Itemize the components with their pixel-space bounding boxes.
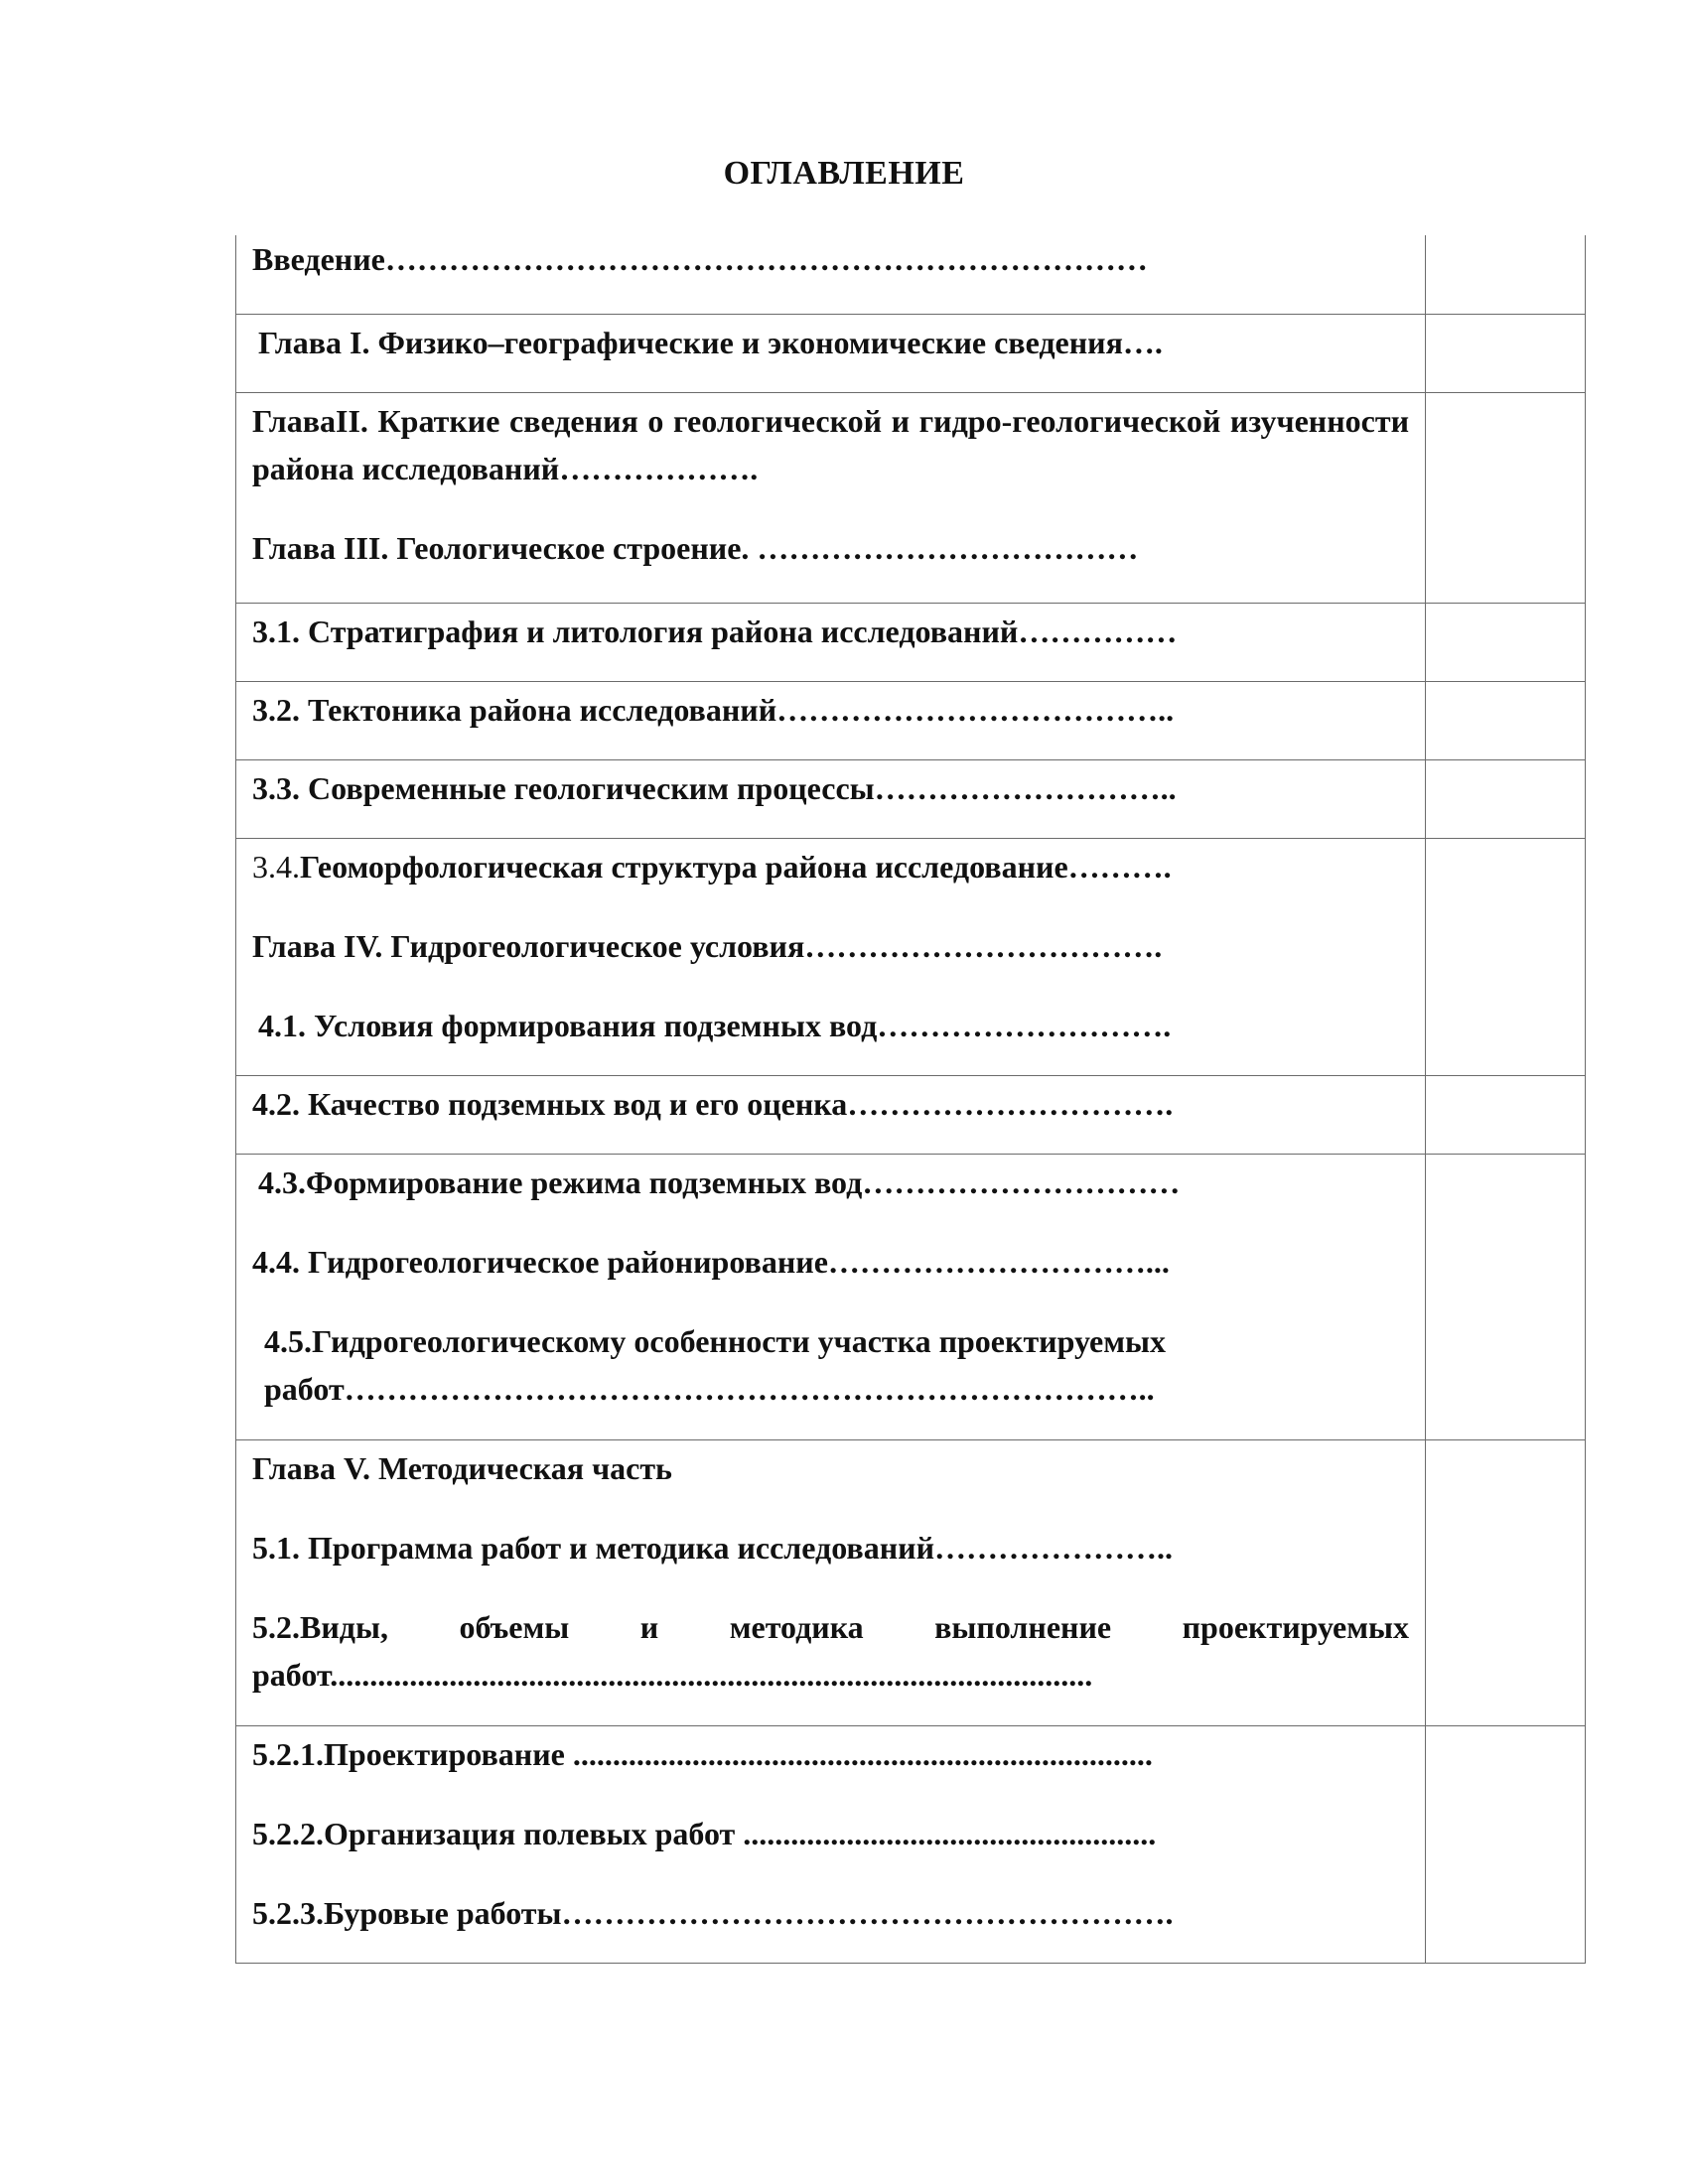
toc-entry-3-3: 3.3. Современные геологическим процессы……………………….. <box>252 769 1177 806</box>
toc-page-cell <box>1426 1439 1586 1725</box>
toc-page-cell <box>1426 681 1586 759</box>
toc-entry-cell <box>236 314 1426 392</box>
toc-page-cell <box>1426 838 1586 1075</box>
toc-row <box>236 603 1586 681</box>
toc-entry-3-1: 3.1. Стратиграфия и литология района исследований…………… <box>252 613 1178 649</box>
toc-entry-4-4: 4.4. Гидрогеологическое районирование…………………………... <box>252 1243 1170 1280</box>
toc-entry-chapter-1: Глава I. Физико–географические и экономические сведения…. <box>258 324 1163 360</box>
toc-entry-5-2-2: 5.2.2.Организация полевых работ .................................................... <box>252 1815 1157 1851</box>
toc-entry-3-4-text: Геоморфологическая структура района исследование………. <box>300 848 1172 885</box>
toc-entry-5-2: 5.2.Виды, объемы и методика выполнение проектируемых работ................................................................................................ <box>252 1608 1409 1693</box>
toc-entry-cell <box>236 759 1426 838</box>
toc-entry-4-1: 4.1. Условия формирования подземных вод………………………. <box>258 1007 1172 1043</box>
toc-entry-cell <box>236 392 1426 603</box>
toc-entry-4-5: 4.5.Гидрогеологическому особенности участка проектируемых работ………………………………………………………………….. <box>264 1322 1166 1407</box>
toc-entry-cell <box>236 681 1426 759</box>
toc-row <box>236 1075 1586 1154</box>
toc-row <box>236 1725 1586 1963</box>
toc-entry-5-2-3: 5.2.3.Буровые работы…………………………………………………. <box>252 1894 1174 1931</box>
toc-row <box>236 235 1586 314</box>
toc-entry-3-4-number: 3.4. <box>252 848 300 885</box>
toc-entry-chapter-3: Глава III. Геологическое строение. ……………………………… <box>252 529 1139 566</box>
toc-entry-4-3: 4.3.Формирование режима подземных вод………………………… <box>258 1163 1181 1200</box>
toc-page-cell <box>1426 1154 1586 1439</box>
toc-page-cell <box>1426 1075 1586 1154</box>
toc-entry-cell <box>236 1075 1426 1154</box>
page-title: ОГЛАВЛЕНИЕ <box>723 155 965 192</box>
toc-page-cell <box>1426 1725 1586 1963</box>
toc-row <box>236 759 1586 838</box>
toc-entry-3-4 <box>252 843 1409 890</box>
toc-row <box>236 681 1586 759</box>
toc-page-cell <box>1426 314 1586 392</box>
toc-row <box>236 838 1586 1075</box>
toc-row <box>236 1154 1586 1439</box>
toc-entry-cell <box>236 235 1426 314</box>
toc-row <box>236 392 1586 603</box>
toc-entry-chapter-5: Глава V. Методическая часть <box>252 1449 672 1486</box>
toc-entry-cell <box>236 1154 1426 1439</box>
toc-entry-3-2: 3.2. Тектоника района исследований……………………………….. <box>252 691 1175 728</box>
toc-entry-cell <box>236 838 1426 1075</box>
toc-entry-4-2: 4.2. Качество подземных вод и его оценка…………………………. <box>252 1085 1174 1122</box>
toc-table <box>235 235 1586 1964</box>
toc-entry-5-2-1: 5.2.1.Проектирование ......................................................................... <box>252 1735 1153 1772</box>
toc-page-cell <box>1426 392 1586 603</box>
toc-row <box>236 1439 1586 1725</box>
toc-entry-cell <box>236 603 1426 681</box>
toc-page-cell <box>1426 235 1586 314</box>
toc-entry-chapter-2: ГлаваII. Краткие сведения о геологической и гидро-геологической изученности района исследований………………. <box>252 402 1409 486</box>
toc-page-cell <box>1426 603 1586 681</box>
toc-entry-5-1: 5.1. Программа работ и методика исследований………………….. <box>252 1529 1174 1566</box>
toc-row <box>236 314 1586 392</box>
toc-page-cell <box>1426 759 1586 838</box>
toc-entry-cell <box>236 1725 1426 1963</box>
toc-entry-chapter-4: Глава IV. Гидрогеологическое условия……………………………. <box>252 927 1163 964</box>
toc-entry-intro: Введение……………………………………………………………… <box>252 241 1148 277</box>
toc-entry-cell <box>236 1439 1426 1725</box>
